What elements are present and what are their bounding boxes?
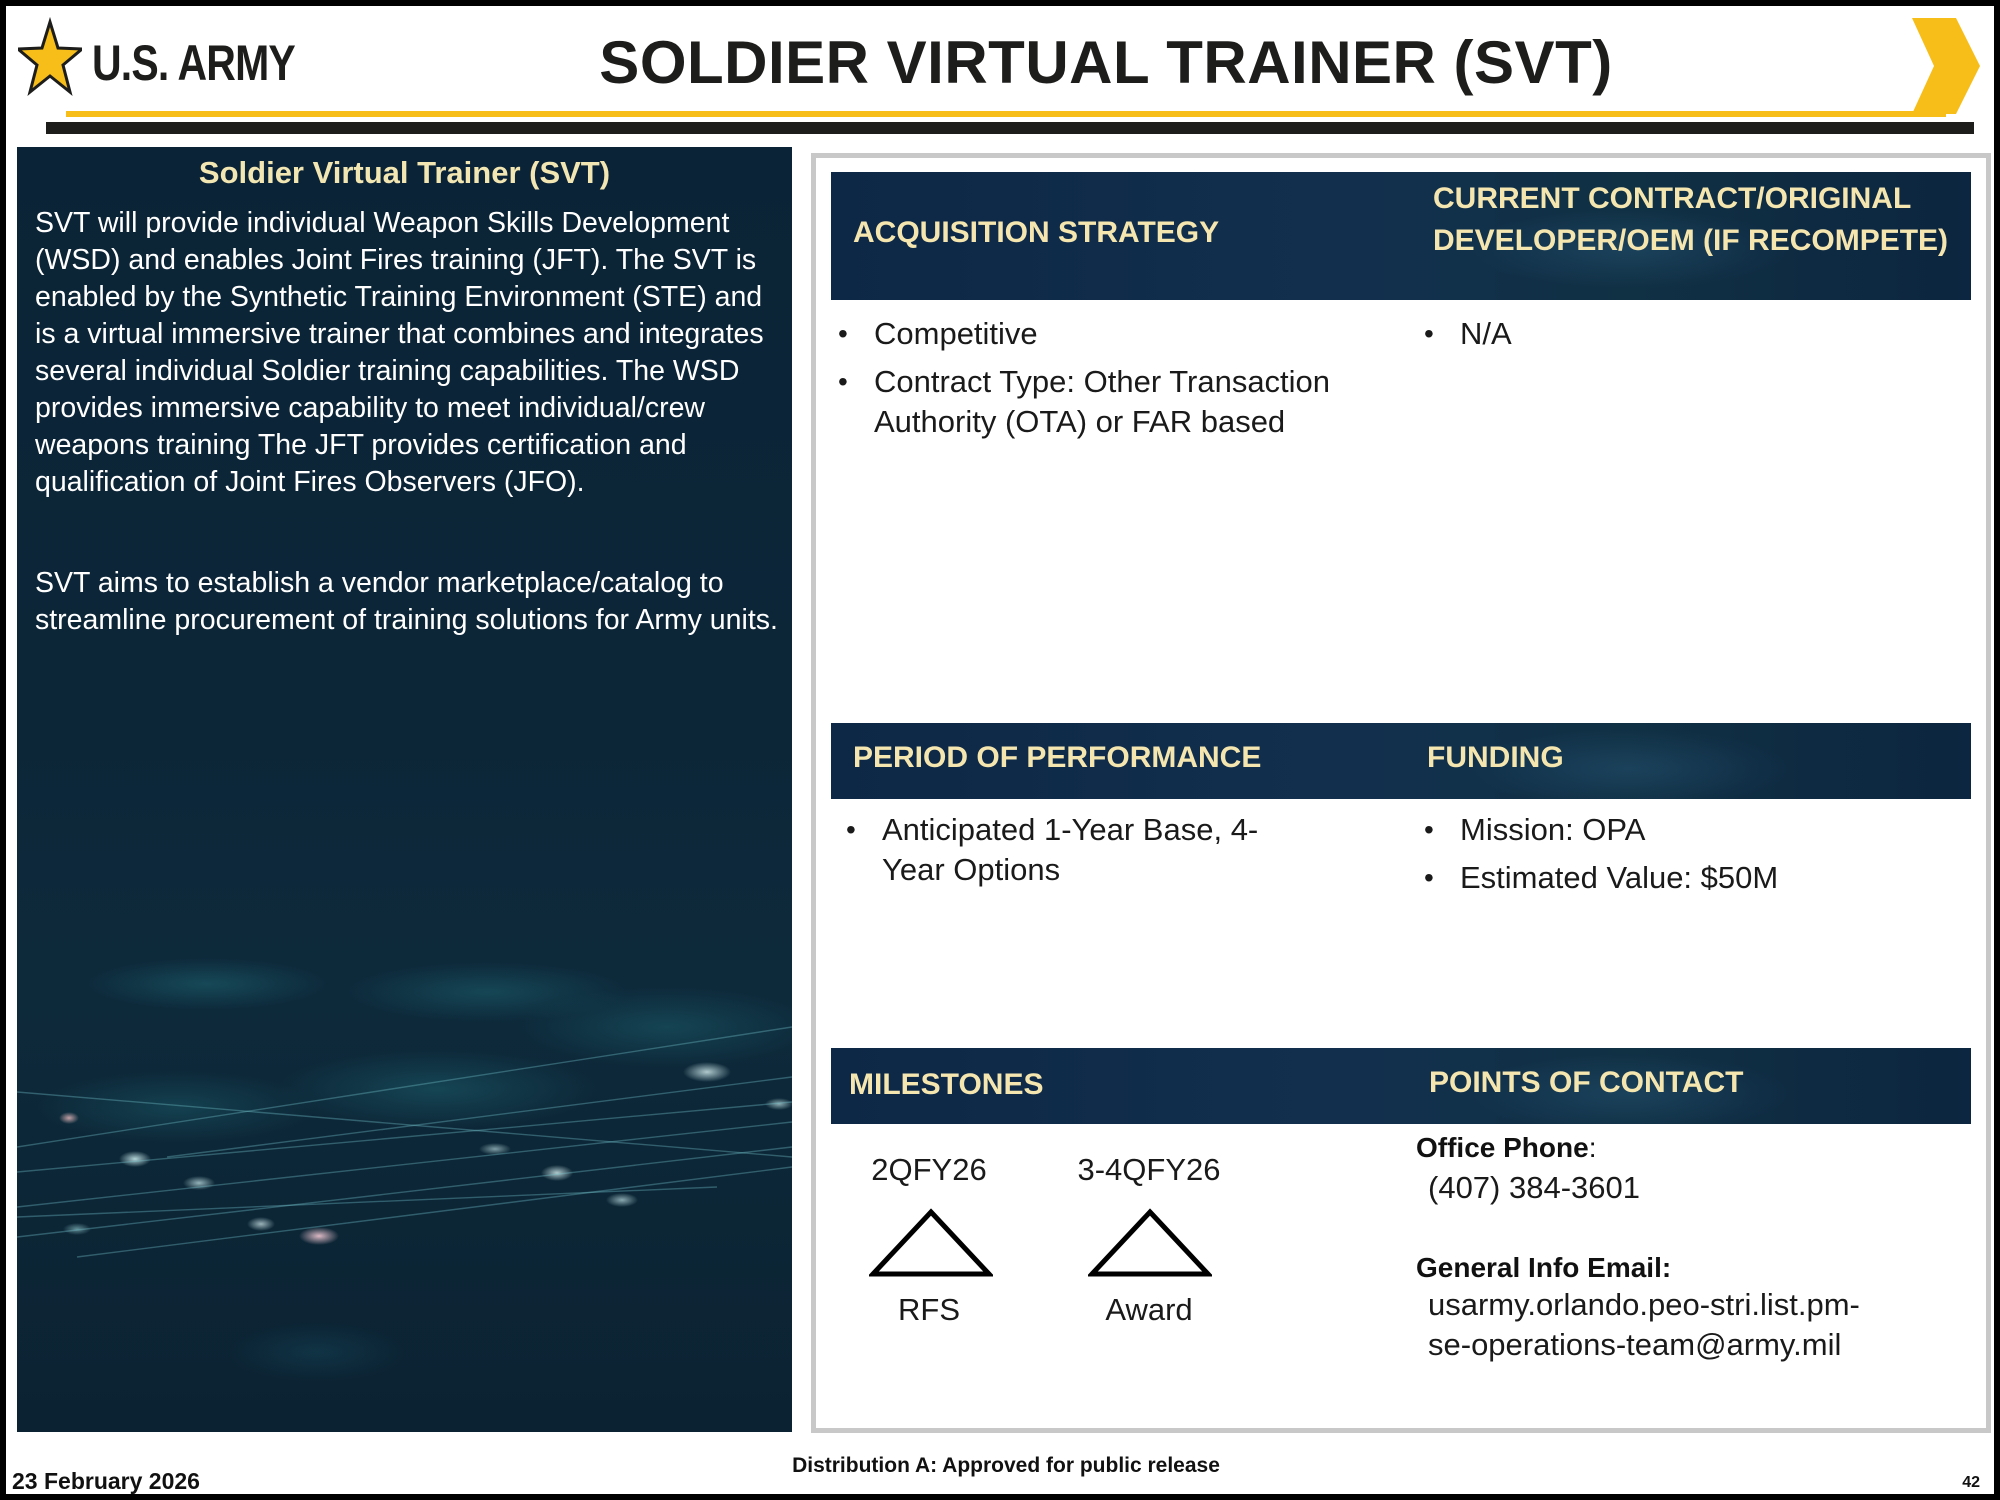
performance-funding-header <box>831 723 1971 799</box>
points-of-contact-heading: POINTS OF CONTACT <box>1429 1066 1744 1099</box>
page-title: SOLDIER VIRTUAL TRAINER (SVT) <box>599 29 1613 96</box>
funding-heading: FUNDING <box>1427 741 1564 774</box>
overview-text <box>35 205 780 703</box>
acquisition-strategy-list <box>836 314 1396 450</box>
list-item: • Competitive <box>836 314 1396 354</box>
office-phone-label <box>1416 1132 1596 1164</box>
general-info-email-value <box>1428 1285 1860 1365</box>
list-item: • Estimated Value: $50M <box>1422 858 1942 898</box>
page-number: 42 <box>1962 1474 1980 1491</box>
acquisition-strategy-heading: ACQUISITION STRATEGY <box>853 216 1220 249</box>
milestone-label: RFS <box>898 1292 960 1327</box>
office-phone-label-text: Office Phone <box>1416 1132 1589 1163</box>
overview-paragraph: SVT will provide individual Weapon Skills Development (WSD) and enables Joint Fires training (JFT). The SVT is enabled by the Synthetic Training Environment (STE) and is a virtual immersive trainer that combines and integrates several individual Soldier training capabilities. The WSD provides immersive capability to meet individual/crew weapons training The JFT provides certification and qualification of Joint Fires Observers (JFO). <box>35 207 764 498</box>
current-contract-heading-line: CURRENT CONTRACT/ORIGINAL <box>1433 182 1912 215</box>
list-item: • Mission: OPA <box>1422 810 1942 850</box>
current-contract-heading-line: DEVELOPER/OEM (IF RECOMPETE) <box>1433 224 1949 257</box>
milestones-heading: MILESTONES <box>849 1068 1044 1101</box>
current-contract-heading <box>1433 178 1948 262</box>
milestone-label: Award <box>1105 1292 1193 1327</box>
army-logo <box>18 14 298 102</box>
overview-title: Soldier Virtual Trainer (SVT) <box>198 155 611 190</box>
milestones-contacts-header <box>831 1048 1971 1124</box>
milestone-date: 2QFY26 <box>871 1152 987 1187</box>
overview-paragraph: SVT aims to establish a vendor marketplace/catalog to streamline procurement of training solutions for Army units. <box>35 567 778 636</box>
milestone-date: 3-4QFY26 <box>1077 1152 1221 1187</box>
milestone-triangle-icon <box>869 1208 993 1278</box>
header-gold-rule <box>66 111 1946 117</box>
acquisition-header <box>831 172 1971 300</box>
office-phone-colon: : <box>1588 1132 1597 1163</box>
milestone-triangle-icon <box>1088 1208 1212 1278</box>
list-item: • N/A <box>1422 314 1942 354</box>
email-line: usarmy.orlando.peo-stri.list.pm- <box>1428 1287 1860 1322</box>
period-of-performance-list <box>844 810 1314 898</box>
footer-date: 23 February 2026 <box>12 1468 200 1494</box>
list-item: • Anticipated 1-Year Base, 4-Year Options <box>844 810 1314 890</box>
general-info-email-label: General Info Email: <box>1416 1252 1672 1283</box>
list-item: • Contract Type: Other Transaction Authority (OTA) or FAR based <box>836 362 1396 442</box>
army-logo-text: U.S. ARMY <box>92 35 295 91</box>
current-contract-list <box>1422 314 1942 362</box>
header-black-rule <box>46 122 1974 134</box>
office-phone-value: (407) 384-3601 <box>1428 1170 1640 1205</box>
email-line: se-operations-team@army.mil <box>1428 1327 1842 1362</box>
funding-list <box>1422 810 1942 906</box>
overview-panel <box>17 147 792 1432</box>
period-of-performance-heading: PERIOD OF PERFORMANCE <box>853 741 1262 774</box>
details-panel <box>811 153 1991 1433</box>
army-star-icon <box>18 16 82 100</box>
distribution-statement: Distribution A: Approved for public release <box>792 1454 1220 1477</box>
chevron-arrows-icon <box>1910 14 1982 118</box>
